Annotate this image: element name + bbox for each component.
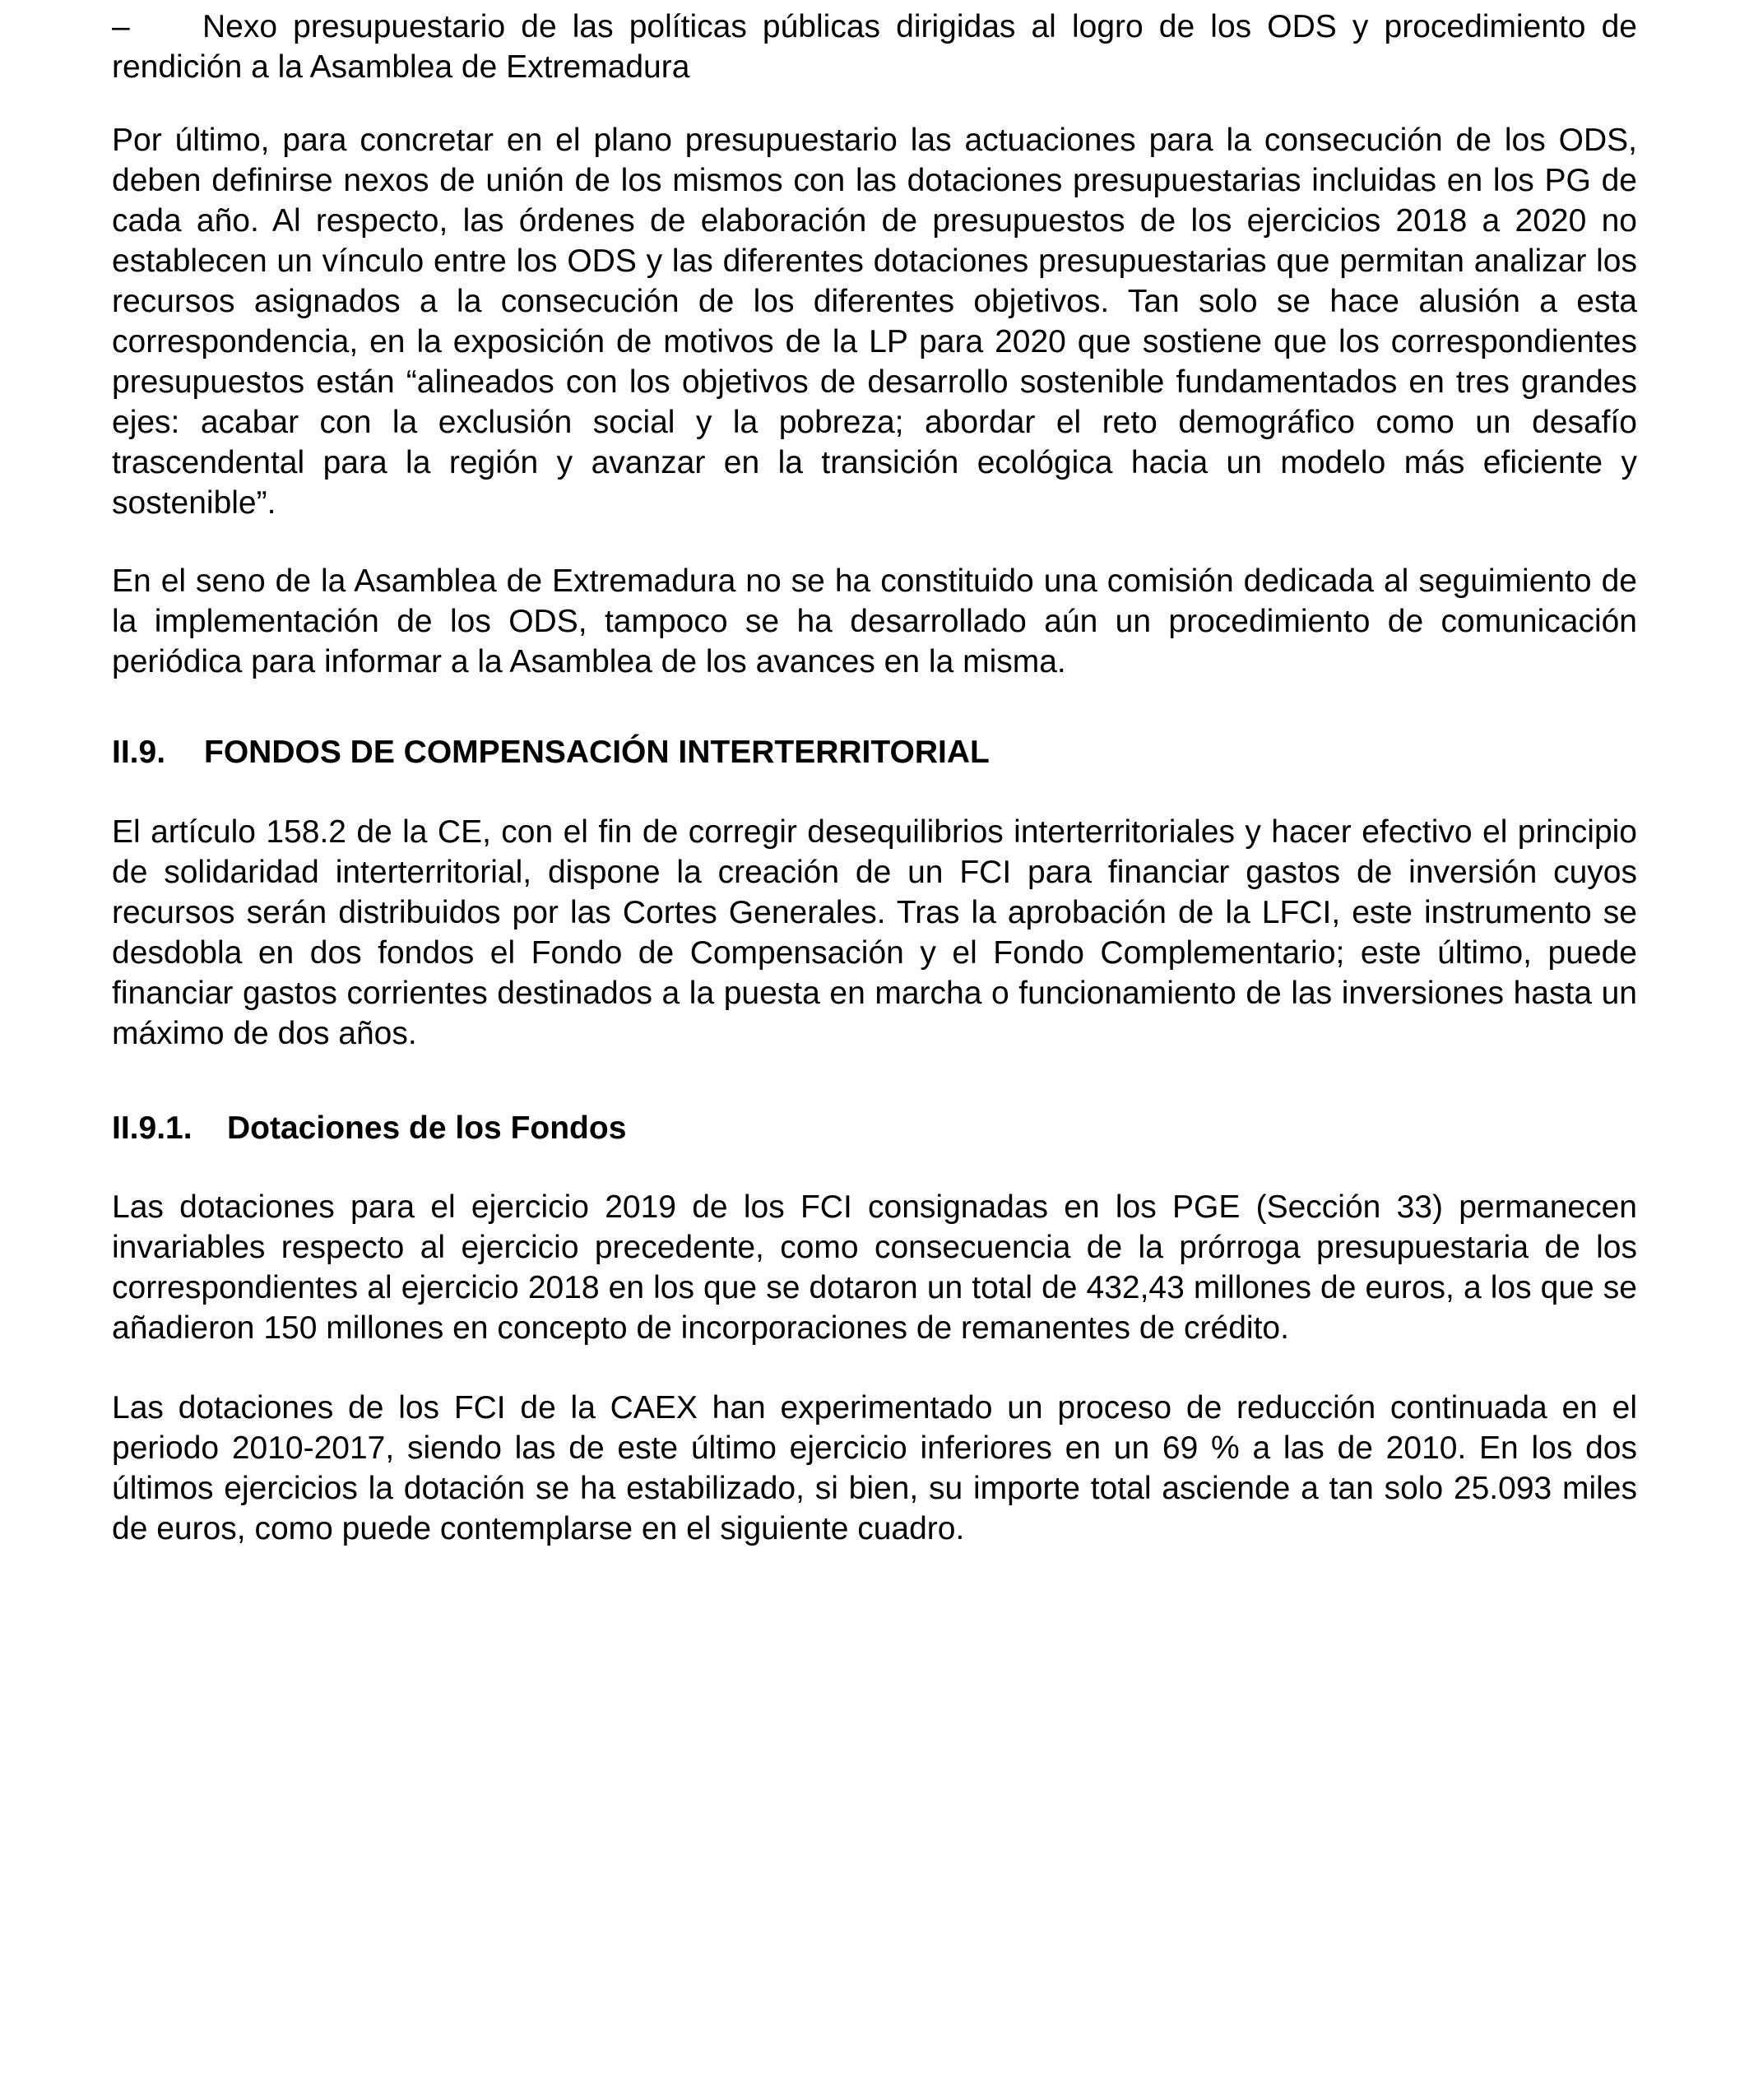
- subsection-title: Dotaciones de los Fondos: [227, 1110, 627, 1146]
- paragraph-fci-intro: El artículo 158.2 de la CE, con el fin de corregir desequilibrios interterritoriales y hacer efectivo el principio de solidaridad interterritorial, dispone la creación de un FCI para financiar gastos de inversión cuyos recursos serán distribuidos por las Cortes Generales. Tras la aprobación de la LFCI, este instrumento se desdobla en dos fondos el Fondo de Compensación y el Fondo Complementario; este último, puede financiar gastos corrientes destinados a la puesta en marcha o funcionamiento de las inversiones hasta un máximo de dos años.: [112, 814, 1637, 1051]
- bullet-text: Nexo presupuestario de las políticas públicas dirigidas al logro de los ODS y procedimiento de rendición a la Asamblea de Extremadura: [112, 9, 1637, 85]
- bullet-marker: –: [112, 9, 130, 44]
- paragraph-dotaciones-caex: Las dotaciones de los FCI de la CAEX han experimentado un proceso de reducción continuada en el periodo 2010-2017, siendo las de este último ejercicio inferiores en un 69 % a las de 2010. En los dos últimos ejercicios la dotación se ha estabilizado, si bien, su importe total asciende a tan solo 25.093 miles de euros, como puede contemplarse en el siguiente cuadro.: [112, 1390, 1637, 1546]
- bullet-item: [112, 7, 1637, 87]
- section-heading: [112, 732, 1637, 772]
- subsection-number: II.9.1.: [112, 1110, 193, 1146]
- paragraph-dotaciones-2019: Las dotaciones para el ejercicio 2019 de los FCI consignadas en los PGE (Sección 33) permanecen invariables respecto al ejercicio precedente, como consecuencia de la prórroga presupuestaria de los correspondientes al ejercicio 2018 en los que se dotaron un total de 432,43 millones de euros, a los que se añadieron 150 millones en concepto de incorporaciones de remanentes de crédito.: [112, 1189, 1637, 1346]
- section-number: II.9.: [112, 735, 166, 770]
- paragraph-asamblea: En el seno de la Asamblea de Extremadura no se ha constituido una comisión dedicada al seguimiento de la implementación de los ODS, tampoco se ha desarrollado aún un procedimiento de comunicación periódica para informar a la Asamblea de los avances en la misma.: [112, 563, 1637, 679]
- subsection-heading: [112, 1108, 1637, 1148]
- section-title: FONDOS DE COMPENSACIÓN INTERTERRITORIAL: [204, 735, 990, 770]
- paragraph-ods-budget: Por último, para concretar en el plano presupuestario las actuaciones para la consecución de los ODS, deben definirse nexos de unión de los mismos con las dotaciones presupuestarias incluidas en los PG de cada año. Al respecto, las órdenes de elaboración de presupuestos de los ejercicios 2018 a 2020 no establecen un vínculo entre los ODS y las diferentes dotaciones presupuestarias que permitan analizar los recursos asignados a la consecución de los diferentes objetivos. Tan solo se hace alusión a esta correspondencia, en la exposición de motivos de la LP para 2020 que sostiene que los correspondientes presupuestos están “alineados con los objetivos de desarrollo sostenible fundamentados en tres grandes ejes: acabar con la exclusión social y la pobreza; abordar el reto demográfico como un desafío trascendental para la región y avanzar en la transición ecológica hacia un modelo más eficiente y sostenible”.: [112, 123, 1637, 521]
